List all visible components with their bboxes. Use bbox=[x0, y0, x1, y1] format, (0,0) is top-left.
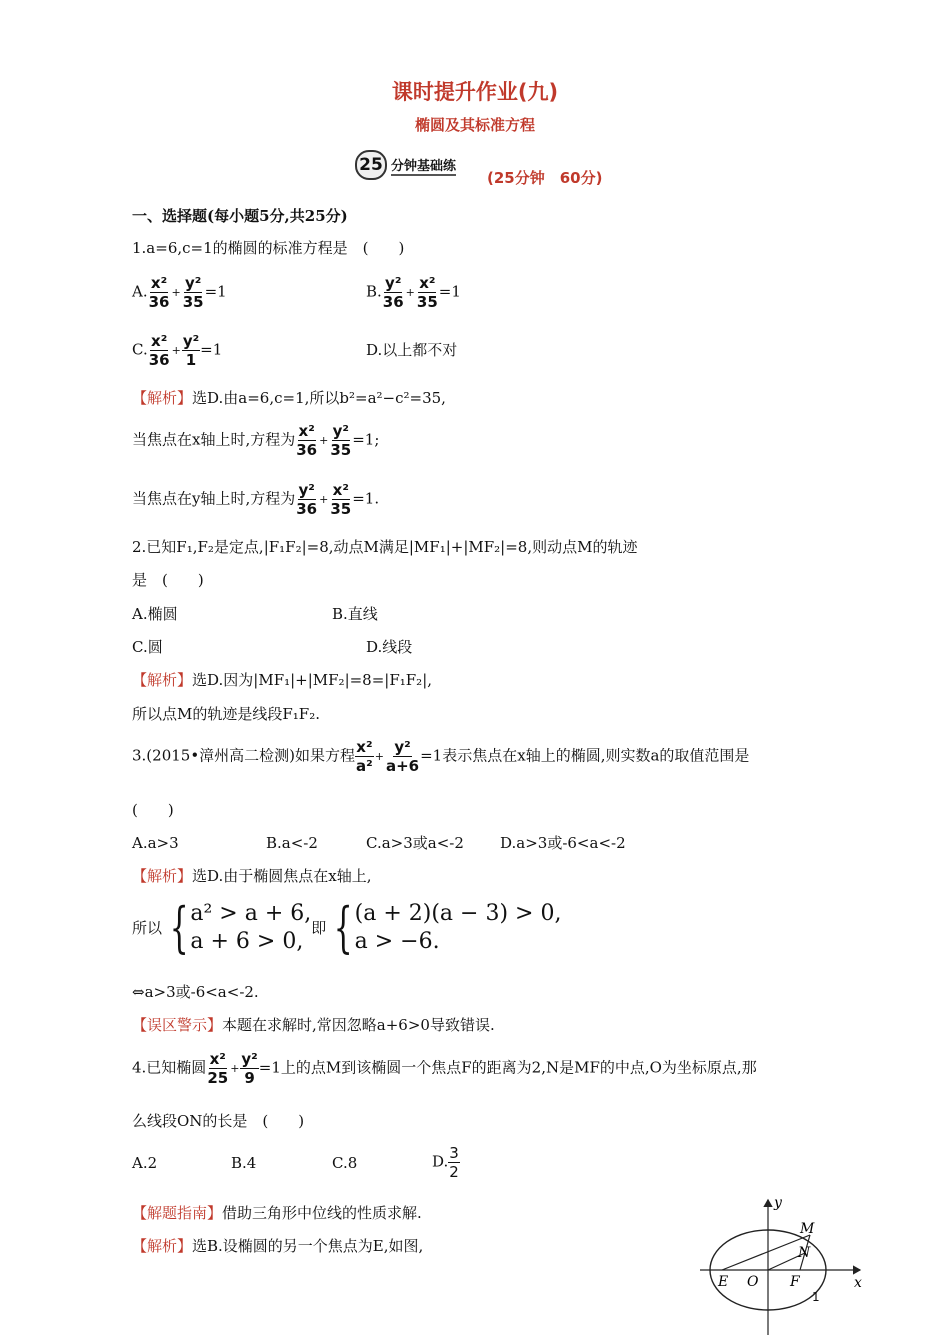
system-2 bbox=[355, 900, 562, 956]
denominator: 9 bbox=[244, 1069, 255, 1087]
denominator: 2 bbox=[449, 1163, 459, 1181]
rhs: =1 bbox=[258, 1058, 281, 1077]
ellipse-figure bbox=[700, 1195, 870, 1340]
stem-text: 3.(2015•漳州高二检测)如果方程 bbox=[132, 746, 356, 765]
analysis-text: 选D.因为|MF₁|+|MF₂|=8=|F₁F₂|, bbox=[192, 671, 433, 689]
q3-option-b: B.a<-2 bbox=[266, 834, 318, 852]
denominator: 35 bbox=[416, 293, 438, 311]
q1-analysis bbox=[132, 388, 446, 408]
q4-option-b: B.4 bbox=[231, 1154, 257, 1172]
denominator: 35 bbox=[330, 441, 352, 459]
q2-stem-cont: 是 ( ) bbox=[132, 571, 204, 589]
analysis-tag: 【解析】 bbox=[132, 867, 193, 885]
denominator: a² bbox=[356, 757, 373, 775]
option-label: C. bbox=[132, 340, 148, 359]
q1-option-a: A. $\frac{\text{x²}}{36}$ + $\frac{\text{y²}}{35}$ =1 bbox=[132, 274, 227, 311]
q4-option-d bbox=[432, 1144, 460, 1181]
page-subtitle: 椭圆及其标准方程 bbox=[414, 116, 535, 134]
numerator: y² bbox=[298, 481, 315, 499]
denominator: 36 bbox=[148, 293, 170, 311]
analysis-tag: 【解析】 bbox=[132, 671, 193, 689]
denominator: 35 bbox=[330, 500, 352, 518]
practice-badge bbox=[355, 150, 456, 180]
numerator: x² bbox=[419, 274, 436, 292]
left-brace: { bbox=[334, 896, 353, 959]
q3-stem: 3.(2015•漳州高二检测)如果方程 $\frac{\text{x²}}{\text{a²}}$ + $\frac{\text{y²}}{a+6}$ =1表示焦点在x轴上的椭圆,则实数a的取值范围是 bbox=[132, 738, 750, 775]
q2-option-a: A.椭圆 bbox=[132, 605, 178, 623]
q3-option-d: D.a>3或-6<a<-2 bbox=[500, 834, 626, 852]
option-label: B. bbox=[366, 282, 382, 301]
segment-em bbox=[722, 1235, 810, 1270]
stem-text: 表示焦点在x轴上的椭圆,则实数a的取值范围是 bbox=[442, 746, 750, 765]
q1-line2: 当焦点在x轴上时,方程为 $\frac{\text{x²}}{36}$ + $\frac{\text{y²}}{35}$ =1; bbox=[132, 422, 380, 459]
q3-result: ⇔a>3或-6<a<-2. bbox=[132, 983, 259, 1001]
q1-option-c: C. $\frac{\text{x²}}{36}$ + $\frac{\text{y²}}{1}$ =1 bbox=[132, 332, 223, 369]
numerator: y² bbox=[184, 274, 202, 292]
denominator: 36 bbox=[382, 293, 404, 311]
stem-text: 上的点M到该椭圆一个焦点F的距离为2,N是MF的中点,O为坐标原点,那 bbox=[280, 1058, 757, 1077]
section-heading: 一、选择题(每小题5分,共25分) bbox=[132, 207, 348, 225]
q4-guide bbox=[132, 1203, 422, 1223]
system-line: a + 6 > 0, bbox=[190, 929, 304, 954]
q2-analysis-cont: 所以点M的轨迹是线段F₁F₂. bbox=[132, 705, 320, 723]
denominator: a+6 bbox=[385, 757, 420, 775]
numerator: x² bbox=[151, 332, 168, 350]
rhs: =1; bbox=[352, 430, 380, 449]
time-score: (25分钟 60分) bbox=[487, 169, 603, 187]
denominator: 1 bbox=[185, 351, 197, 369]
rhs: =1 bbox=[204, 282, 227, 301]
analysis-tag: 【解析】 bbox=[132, 389, 193, 407]
option-label: D. bbox=[432, 1152, 449, 1171]
warning-text: 本题在求解时,常因忽略a+6>0导致错误. bbox=[222, 1016, 495, 1034]
numerator: x² bbox=[150, 274, 168, 292]
rhs: =1 bbox=[420, 746, 443, 765]
label-e: E bbox=[718, 1274, 729, 1290]
q4-option-a: A.2 bbox=[132, 1154, 158, 1172]
system-mid: 即 bbox=[311, 919, 327, 937]
page-number: 1 bbox=[812, 1290, 820, 1304]
q4-analysis bbox=[132, 1236, 423, 1256]
system-line: (a + 2)(a − 3) > 0, bbox=[354, 901, 562, 926]
q3-option-c: C.a>3或a<-2 bbox=[366, 834, 464, 852]
rhs: =1 bbox=[438, 282, 461, 301]
numerator: y² bbox=[182, 332, 200, 350]
q4-stem: 4.已知椭圆 $\frac{\text{x²}}{25}$ + $\frac{\text{y²}}{9}$ =1上的点M到该椭圆一个焦点F的距离为2,N是MF的中点,O为坐标原点,那 bbox=[132, 1050, 757, 1087]
label-f: F bbox=[790, 1274, 800, 1290]
analysis-tag: 【解析】 bbox=[132, 1237, 193, 1255]
q3-warning bbox=[132, 1015, 495, 1035]
badge-number: 25 bbox=[355, 150, 387, 180]
system-line: a > −6. bbox=[354, 929, 440, 954]
guide-text: 借助三角形中位线的性质求解. bbox=[222, 1204, 422, 1222]
q1-option-b: B. $\frac{\text{y²}}{36}$ + $\frac{\text{x²}}{35}$ =1 bbox=[366, 274, 461, 311]
system-1 bbox=[190, 900, 311, 956]
q1-line3: 当焦点在y轴上时,方程为 $\frac{\text{y²}}{36}$ + $\frac{\text{x²}}{35}$ =1. bbox=[132, 481, 380, 518]
label-m: M bbox=[800, 1221, 815, 1237]
line-text: 当焦点在y轴上时,方程为 bbox=[132, 489, 296, 508]
numerator: 3 bbox=[449, 1144, 459, 1162]
numerator: y² bbox=[332, 422, 349, 440]
q2-option-d: D.线段 bbox=[366, 638, 413, 656]
numerator: y² bbox=[385, 274, 402, 292]
q2-analysis bbox=[132, 670, 432, 690]
numerator: x² bbox=[332, 481, 349, 499]
q4-stem-cont: 么线段ON的长是 ( ) bbox=[132, 1112, 305, 1130]
q4-option-c: C.8 bbox=[332, 1154, 358, 1172]
warning-tag: 【误区警示】 bbox=[132, 1016, 223, 1034]
badge-label: 分钟基础练 bbox=[391, 155, 456, 176]
q1-option-d: D.以上都不对 bbox=[366, 341, 458, 359]
denominator: 36 bbox=[296, 500, 318, 518]
denominator: 36 bbox=[148, 351, 170, 369]
analysis-text: 选D.由a=6,c=1,所以b²=a²−c²=35, bbox=[192, 389, 446, 407]
numerator: y² bbox=[241, 1050, 258, 1068]
rhs: =1 bbox=[200, 340, 223, 359]
q1-stem: 1.a=6,c=1的椭圆的标准方程是 ( ) bbox=[132, 239, 405, 257]
label-n: N bbox=[798, 1245, 811, 1261]
rhs: =1. bbox=[352, 489, 380, 508]
numerator: x² bbox=[298, 422, 315, 440]
q3-option-a: A.a>3 bbox=[132, 834, 179, 852]
option-label: A. bbox=[132, 282, 148, 301]
analysis-text: 选B.设椭圆的另一个焦点为E,如图, bbox=[192, 1237, 424, 1255]
q3-stem-cont: ( ) bbox=[132, 801, 174, 819]
line-text: 当焦点在x轴上时,方程为 bbox=[132, 430, 296, 449]
left-brace: { bbox=[169, 896, 189, 959]
system-prefix: 所以 bbox=[132, 919, 163, 937]
q2-option-b: B.直线 bbox=[332, 605, 378, 623]
analysis-text: 选D.由于椭圆焦点在x轴上, bbox=[192, 867, 372, 885]
denominator: 25 bbox=[207, 1069, 229, 1087]
q2-option-c: C.圆 bbox=[132, 638, 163, 656]
numerator: x² bbox=[209, 1050, 226, 1068]
label-x: x bbox=[854, 1275, 862, 1291]
q2-stem: 2.已知F₁,F₂是定点,|F₁F₂|=8,动点M满足|MF₁|+|MF₂|=8,则动点M的轨迹 bbox=[132, 538, 638, 556]
guide-tag: 【解题指南】 bbox=[132, 1204, 223, 1222]
system-line: a² > a + 6, bbox=[190, 901, 312, 926]
label-y: y bbox=[774, 1195, 782, 1211]
denominator: 36 bbox=[296, 441, 318, 459]
page-title: 课时提升作业(九) bbox=[391, 80, 559, 104]
label-o: O bbox=[747, 1274, 759, 1290]
numerator: y² bbox=[394, 738, 411, 756]
q3-system bbox=[132, 896, 562, 959]
q3-analysis bbox=[132, 866, 372, 886]
denominator: 35 bbox=[182, 293, 204, 311]
numerator: x² bbox=[356, 738, 373, 756]
stem-text: 4.已知椭圆 bbox=[132, 1058, 207, 1077]
